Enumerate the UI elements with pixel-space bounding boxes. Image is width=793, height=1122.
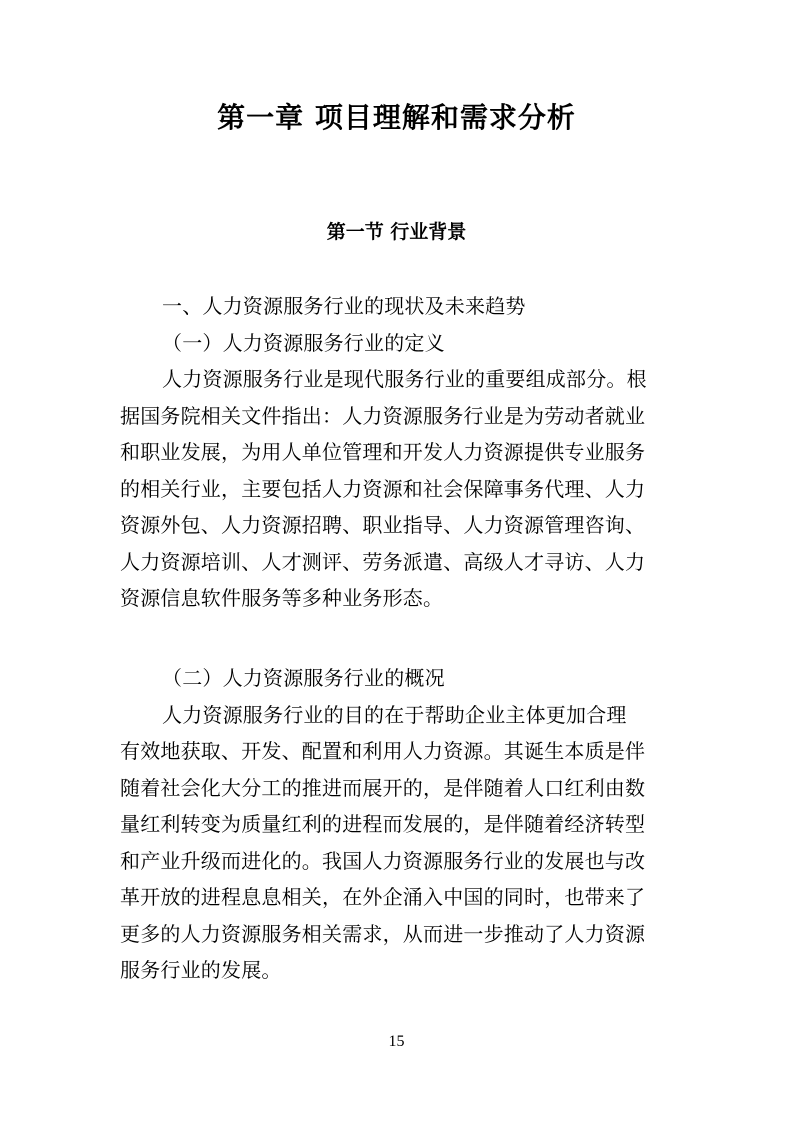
subheading-1: （一）人力资源服务行业的定义 [162, 330, 445, 355]
paragraph-2-line: 服务行业的发展。 [120, 958, 282, 982]
paragraph-2-line: 和产业升级而进化的。我国人力资源服务行业的发展也与改 [120, 848, 646, 873]
paragraph-1-line: 的相关行业，主要包括人力资源和社会保障事务代理、人力 [120, 476, 646, 501]
paragraph-2-line: 有效地获取、开发、配置和利用人力资源。其诞生本质是伴 [120, 739, 646, 763]
paragraph-1-line: 资源外包、人力资源招聘、职业指导、人力资源管理咨询、 [120, 513, 646, 537]
section-title: 第一节 行业背景 [326, 221, 467, 243]
paragraph-1-line: 和职业发展，为用人单位管理和开发人力资源提供专业服务 [120, 440, 646, 464]
heading-1: 一、人力资源服务行业的现状及未来趋势 [162, 294, 526, 318]
paragraph-1-line: 资源信息软件服务等多种业务形态。 [120, 586, 444, 610]
paragraph-2-line: 随着社会化大分工的推进而展开的，是伴随着人口红利由数 [120, 775, 646, 800]
paragraph-1-line: 人力资源服务行业是现代服务行业的重要组成部分。根 [162, 367, 647, 391]
paragraph-2-line: 人力资源服务行业的目的在于帮助企业主体更加合理 [162, 702, 627, 727]
subheading-2: （二）人力资源服务行业的概况 [162, 666, 445, 690]
paragraph-2-line: 更多的人力资源服务相关需求，从而进一步推动了人力资源 [120, 921, 646, 946]
section-body-2 [120, 660, 675, 989]
page-number: 15 [388, 1033, 405, 1050]
paragraph-2-line: 量红利转变为质量红利的进程而发展的，是伴随着经济转型 [120, 812, 646, 836]
paragraph-1-line: 据国务院相关文件指出：人力资源服务行业是为劳动者就业 [120, 403, 646, 428]
paragraph-2-line: 革开放的进程息息相关，在外企涌入中国的同时，也带来了 [120, 885, 646, 909]
section-body-1 [120, 288, 675, 617]
chapter-title: 第一章 项目理解和需求分析 [217, 101, 576, 134]
paragraph-1-line: 人力资源培训、人才测评、劳务派遣、高级人才寻访、人力 [120, 549, 646, 574]
